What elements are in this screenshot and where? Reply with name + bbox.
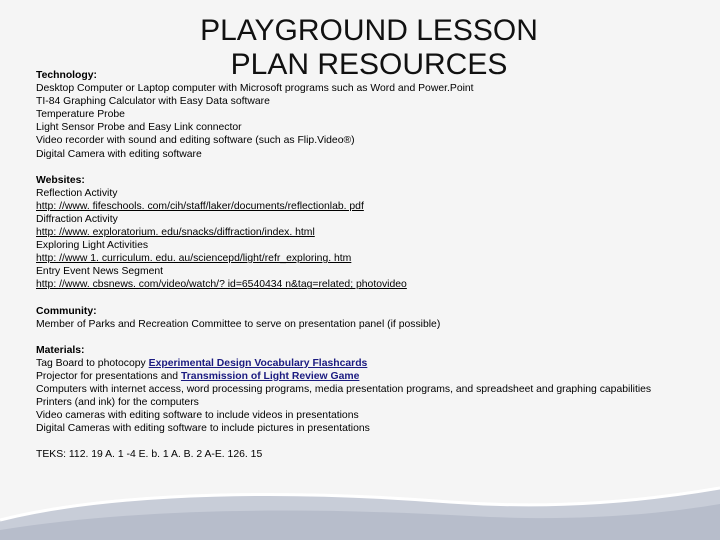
- website-link-exploring-light[interactable]: http: //www 1. curriculum. edu. au/sciencepd/light/refr_exploring. htm: [36, 253, 352, 265]
- technology-item: Video recorder with sound and editing software (such as Flip.Video®): [36, 135, 355, 147]
- materials-item: [36, 370, 666, 383]
- websites-heading: Websites:: [36, 174, 85, 186]
- materials-text: Projector for presentations and: [36, 370, 181, 382]
- technology-item: Light Sensor Probe and Easy Link connector: [36, 122, 242, 134]
- materials-item: Computers with internet access, word processing programs, media presentation programs, and spreadsheet and graphing capabilities: [36, 383, 652, 395]
- teks-line: TEKS: 112. 19 A. 1 -4 E. b. 1 A. B. 2 A-E. 126. 15: [36, 449, 263, 461]
- website-link-diffraction[interactable]: http: //www. exploratorium. edu/snacks/diffraction/index. html: [36, 227, 315, 239]
- review-game-link[interactable]: Transmission of Light Review Game: [180, 370, 360, 382]
- community-heading: Community:: [36, 305, 97, 317]
- technology-item: Desktop Computer or Laptop computer with Microsoft programs such as Word and Power.Point: [36, 83, 474, 95]
- website-label: Diffraction Activity: [36, 213, 118, 225]
- technology-item: Digital Camera with editing software: [36, 148, 202, 160]
- page-title: PLAYGROUND LESSON PLAN RESOURCES: [200, 14, 538, 81]
- flashcards-link[interactable]: Experimental Design Vocabulary Flashcards: [148, 357, 368, 369]
- materials-item: Printers (and ink) for the computers: [36, 397, 199, 409]
- website-label: Exploring Light Activities: [36, 240, 149, 252]
- decorative-swoosh: [0, 480, 720, 540]
- resource-list: [36, 69, 666, 461]
- website-link-news-segment[interactable]: http: //www. cbsnews. com/video/watch/? id=6540434 n&tag=related; photovideo: [36, 279, 407, 291]
- materials-heading: Materials:: [36, 344, 85, 356]
- website-label: Entry Event News Segment: [36, 266, 164, 278]
- materials-item: [36, 357, 666, 370]
- website-link-reflection[interactable]: http: //www. fifeschools. com/cih/staff/laker/documents/reflectionlab. pdf: [36, 200, 364, 212]
- technology-heading: Technology:: [36, 70, 97, 81]
- technology-item: TI-84 Graphing Calculator with Easy Data software: [36, 96, 270, 108]
- community-text: Member of Parks and Recreation Committee to serve on presentation panel (if possible): [36, 318, 441, 330]
- website-label: Reflection Activity: [36, 187, 118, 199]
- technology-item: Temperature Probe: [36, 109, 125, 121]
- materials-item: Digital Cameras with editing software to include pictures in presentations: [36, 423, 370, 435]
- materials-text: Tag Board to photocopy: [36, 357, 149, 369]
- materials-item: Video cameras with editing software to include videos in presentations: [36, 410, 359, 422]
